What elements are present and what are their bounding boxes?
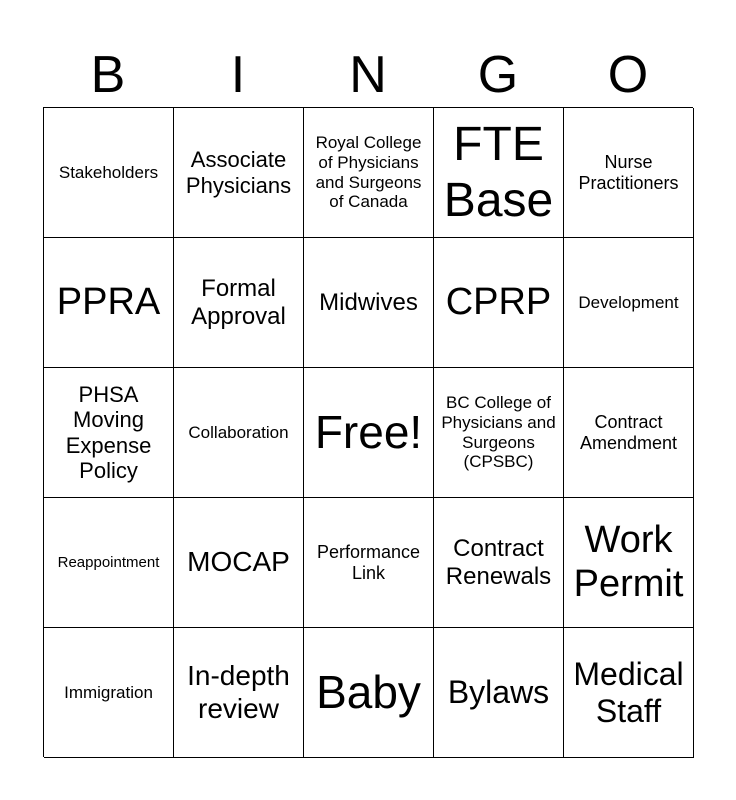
bingo-cell-r1c4[interactable] <box>434 108 564 238</box>
bingo-cell-label: Formal Approval <box>191 274 286 330</box>
bingo-cell-label: CPRP <box>445 280 552 323</box>
bingo-cell-r2c1[interactable] <box>44 238 174 368</box>
bingo-cell-label: Baby <box>316 666 421 719</box>
bingo-cell-r2c2[interactable] <box>174 238 304 368</box>
free-space-label: Free! <box>314 406 423 459</box>
bingo-header <box>43 44 693 106</box>
bingo-cell-label: PPRA <box>56 280 161 323</box>
header-letter-i: I <box>230 46 246 104</box>
bingo-cell-r4c5[interactable] <box>564 498 694 628</box>
bingo-cell-label: Performance Link <box>316 541 421 583</box>
bingo-cell-label: Bylaws <box>447 674 550 711</box>
bingo-cell-r5c4[interactable] <box>434 628 564 758</box>
bingo-cell-r4c2[interactable] <box>174 498 304 628</box>
bingo-cell-label: Contract Renewals <box>445 534 552 590</box>
bingo-cell-r5c2[interactable] <box>174 628 304 758</box>
bingo-cell-r5c5[interactable] <box>564 628 694 758</box>
bingo-cell-label: Reappointment <box>57 553 160 571</box>
bingo-cell-label: Collaboration <box>188 422 289 442</box>
bingo-cell-label: PHSA Moving Expense Policy <box>65 381 152 483</box>
bingo-cell-label: Contract Amendment <box>579 411 678 453</box>
bingo-cell-r4c3[interactable] <box>304 498 434 628</box>
bingo-cell-r2c4[interactable] <box>434 238 564 368</box>
bingo-cell-label: Stakeholders <box>58 162 159 182</box>
bingo-cell-label: BC College of Physicians and Surgeons (CPSBC) <box>441 393 556 472</box>
header-letter-n: N <box>349 46 387 104</box>
bingo-cell-r1c5[interactable] <box>564 108 694 238</box>
bingo-cell-r1c3[interactable] <box>304 108 434 238</box>
bingo-cell-free[interactable] <box>304 368 434 498</box>
bingo-cell-r3c4[interactable] <box>434 368 564 498</box>
bingo-cell-r5c3[interactable] <box>304 628 434 758</box>
bingo-cell-r3c1[interactable] <box>44 368 174 498</box>
bingo-cell-r2c5[interactable] <box>564 238 694 368</box>
bingo-cell-r4c1[interactable] <box>44 498 174 628</box>
bingo-cell-r1c2[interactable] <box>174 108 304 238</box>
header-letter-o: O <box>607 46 649 104</box>
bingo-cell-label: Royal College of Physicians and Surgeons of Canada <box>315 133 422 212</box>
bingo-cell-r5c1[interactable] <box>44 628 174 758</box>
header-letter-b: B <box>90 46 126 104</box>
bingo-cell-label: Medical Staff <box>573 655 684 729</box>
bingo-cell-label: Development <box>578 292 679 312</box>
bingo-cell-r3c5[interactable] <box>564 368 694 498</box>
bingo-card-grid <box>43 107 693 757</box>
bingo-cell-r2c3[interactable] <box>304 238 434 368</box>
bingo-cell-r3c2[interactable] <box>174 368 304 498</box>
bingo-cell-label: Nurse Practitioners <box>578 151 679 193</box>
bingo-cell-label: MOCAP <box>187 546 290 578</box>
bingo-cell-r1c1[interactable] <box>44 108 174 238</box>
bingo-cell-label: Midwives <box>319 288 418 316</box>
bingo-cell-label: Associate Physicians <box>185 147 292 198</box>
bingo-cell-r4c4[interactable] <box>434 498 564 628</box>
bingo-cell-label: FTE Base <box>443 118 554 227</box>
bingo-cell-label: In-depth review <box>187 660 290 724</box>
bingo-cell-label: Immigration <box>64 682 153 702</box>
header-letter-g: G <box>477 46 519 104</box>
bingo-cell-label: Work Permit <box>573 518 684 605</box>
